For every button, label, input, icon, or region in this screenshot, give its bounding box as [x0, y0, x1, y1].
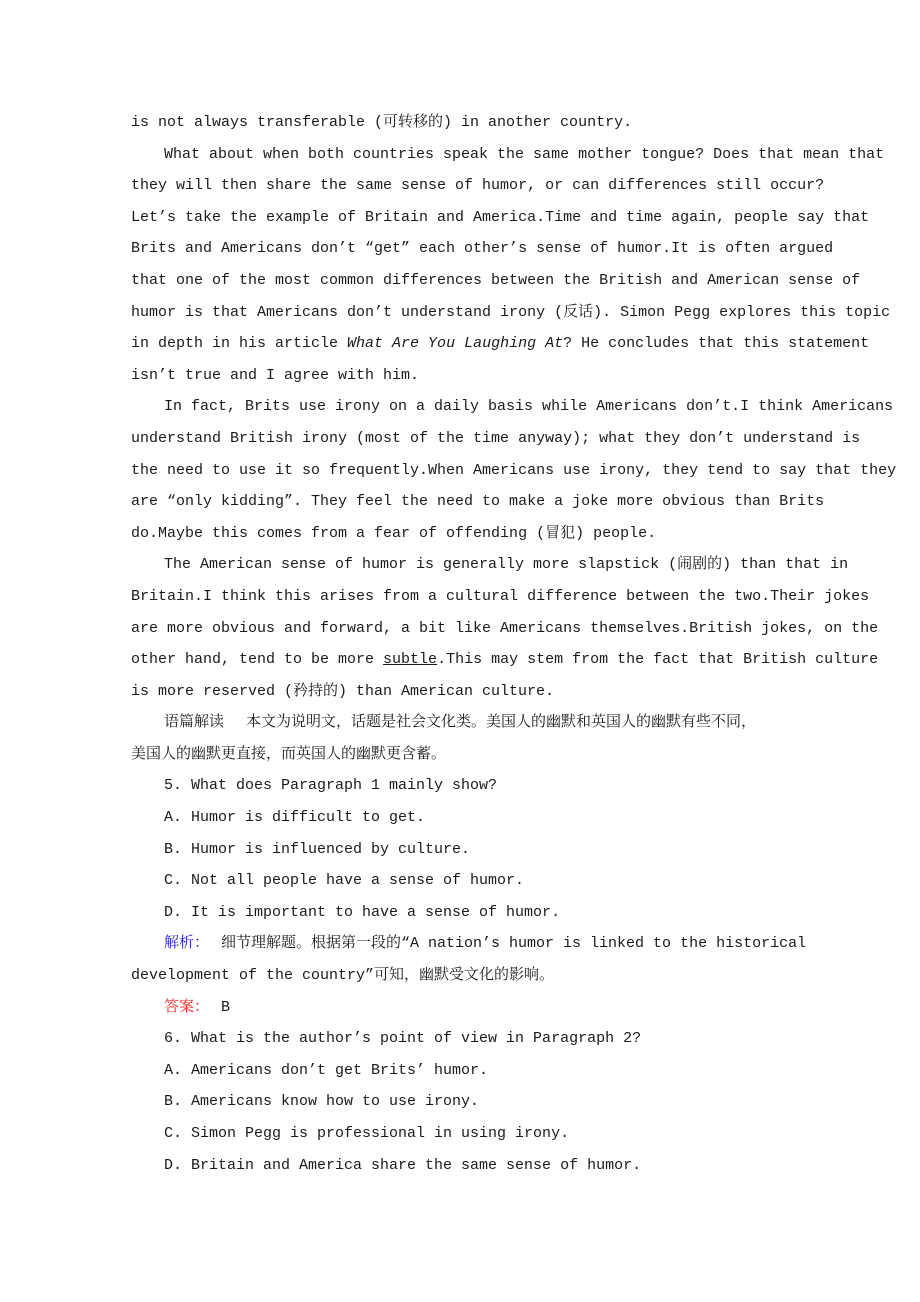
passage-line: Britain.I think this arises from a cultural difference between the two.Their jokes [131, 587, 870, 605]
question-5 [131, 770, 831, 1023]
document-page [131, 107, 897, 1181]
paragraph-2 [131, 139, 891, 392]
line-text: other hand, tend to be more [131, 651, 384, 669]
passage-line: What about when both countries speak the same mother tongue? Does that mean that [164, 145, 885, 163]
option-c: C. Not all people have a sense of humor. [164, 872, 525, 890]
passage-line: the need to use it so frequently.When Americans use irony, they tend to say that they [131, 461, 897, 479]
option-d: D. It is important to have a sense of humor. [164, 903, 561, 921]
explanation-text: 细节理解题。根据第一段的“A nation’s humor is linked to the historical [221, 935, 807, 953]
passage-line: they will then share the same sense of humor, or can differences still occur? [131, 177, 825, 195]
passage-line: is more reserved (矜持的) than American culture. [131, 682, 555, 700]
answer-label: 答案： [164, 998, 210, 1016]
analysis-line: 美国人的幽默更直接，而英国人的幽默更含蓄。 [131, 745, 447, 763]
passage-line: Brits and Americans don’t “get” each other’s sense of humor.It is often argued [131, 240, 834, 258]
explanation-line [131, 928, 831, 960]
passage-line: do.Maybe this comes from a fear of offending (冒犯) people. [131, 524, 657, 542]
answer-line [131, 992, 831, 1024]
option-b: B. Americans know how to use irony. [164, 1093, 480, 1111]
passage-line: are “only kidding”. They feel the need to make a joke more obvious than Brits [131, 493, 825, 511]
underlined-word: subtle [383, 651, 438, 669]
question-stem: 6. What is the author’s point of view in Paragraph 2? [164, 1030, 642, 1048]
passage-line [131, 328, 870, 360]
passage-line: isn’t true and I agree with him. [131, 366, 420, 384]
analysis-line [131, 707, 831, 739]
answer-value: B [221, 998, 231, 1016]
analysis-label: 语篇解读 [164, 714, 225, 732]
analysis-text: 本文为说明文，话题是社会文化类。美国人的幽默和英国人的幽默有些不同， [246, 714, 757, 732]
article-title: What Are You Laughing At [347, 335, 564, 353]
option-c: C. Simon Pegg is professional in using irony. [164, 1125, 570, 1142]
passage-line: understand British irony (most of the time anyway); what they don’t understand is [131, 429, 861, 447]
passage-line: humor is that Americans don’t understand irony (反话). Simon Pegg explores this topic [131, 303, 891, 321]
explanation-line: development of the country”可知，幽默受文化的影响。 [131, 967, 555, 985]
option-a: A. Americans don’t get Brits’ humor. [164, 1061, 489, 1079]
question-stem: 5. What does Paragraph 1 mainly show? [164, 777, 498, 795]
option-a: A. Humor is difficult to get. [164, 809, 426, 827]
option-d: D. Britain and America share the same sense of humor. [164, 1156, 642, 1174]
paragraph-3 [131, 391, 897, 549]
passage-line: Let’s take the example of Britain and America.Time and time again, people say that [131, 208, 870, 226]
line-text: in depth in his article [131, 335, 348, 353]
passage-analysis [131, 707, 831, 770]
question-6 [131, 1023, 831, 1181]
line-text: .This may stem from the fact that British culture [437, 651, 879, 669]
line-text: ? He concludes that this statement [563, 335, 870, 353]
explanation-label: 解析： [164, 935, 210, 953]
paragraph-4 [131, 549, 879, 707]
passage-line: In fact, Brits use irony on a daily basis while Americans don’t.I think Americans [164, 398, 894, 416]
passage-line: that one of the most common differences between the British and American sense of [131, 271, 861, 289]
passage-line: The American sense of humor is generally more slapstick (闹剧的) than that in [164, 556, 849, 574]
passage-line: is not always transferable (可转移的) in another country. [131, 114, 633, 131]
option-b: B. Humor is influenced by culture. [164, 840, 471, 858]
passage-line: are more obvious and forward, a bit like Americans themselves.British jokes, on the [131, 619, 879, 637]
passage-line [131, 644, 879, 676]
